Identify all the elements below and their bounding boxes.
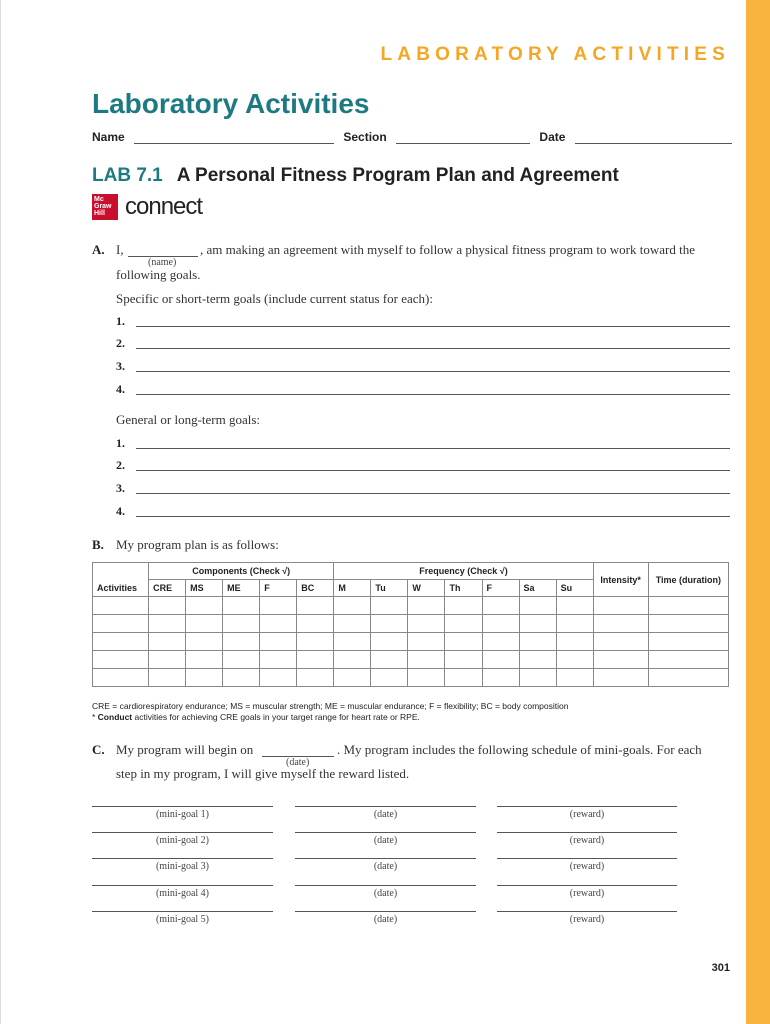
table-cell[interactable] [445, 597, 482, 615]
mini-goal-reward-caption: (reward) [569, 913, 605, 925]
mini-goal-date-line[interactable] [295, 806, 476, 807]
table-cell[interactable] [648, 669, 728, 687]
table-cell[interactable] [556, 597, 593, 615]
table-cell[interactable] [593, 669, 648, 687]
conduct-footnote: * Conduct activities for achieving CRE goals in your target range for heart rate or RPE. [92, 712, 420, 722]
table-cell[interactable] [371, 597, 408, 615]
table-cell[interactable] [593, 615, 648, 633]
mini-goal-line[interactable] [92, 911, 273, 912]
part-a-intro-cont: following goals. [116, 267, 201, 282]
table-cell[interactable] [482, 633, 519, 651]
table-cell[interactable] [186, 633, 223, 651]
date-label: Date [539, 130, 566, 144]
table-cell[interactable] [519, 651, 556, 669]
part-b-intro: My program plan is as follows: [116, 537, 279, 552]
table-cell[interactable] [556, 651, 593, 669]
table-cell[interactable] [334, 615, 371, 633]
table-cell[interactable] [223, 669, 260, 687]
col-tu: Tu [371, 580, 408, 597]
table-cell[interactable] [93, 615, 149, 633]
table-cell[interactable] [519, 597, 556, 615]
table-cell[interactable] [556, 669, 593, 687]
table-cell[interactable] [519, 669, 556, 687]
col-ms: MS [186, 580, 223, 597]
table-cell[interactable] [93, 669, 149, 687]
table-cell[interactable] [371, 615, 408, 633]
table-row [93, 651, 729, 669]
mini-goal-line[interactable] [92, 806, 273, 807]
table-cell[interactable] [482, 651, 519, 669]
mini-goal-reward-line[interactable] [497, 858, 677, 859]
table-cell[interactable] [260, 615, 297, 633]
col-fr: F [482, 580, 519, 597]
table-cell[interactable] [260, 669, 297, 687]
part-a-intro-end: , am making an agreement with myself to follow a physical fitness program to work toward the [200, 242, 695, 257]
abbrev-footnote: CRE = cardiorespiratory endurance; MS = muscular strength; ME = muscular endurance; F = flexibility; BC = body composition [92, 701, 569, 711]
table-cell[interactable] [482, 669, 519, 687]
mini-goal-caption: (mini-goal 3) [155, 861, 210, 873]
table-cell[interactable] [186, 597, 223, 615]
table-cell[interactable] [445, 633, 482, 651]
part-a-letter: A. [92, 242, 105, 257]
col-sa: Sa [519, 580, 556, 597]
lab-title [92, 165, 619, 187]
short-goal-number: 1. [116, 314, 125, 328]
part-c-line2: step in my program, I will give myself the reward listed. [116, 766, 410, 781]
col-su: Su [556, 580, 593, 597]
table-row [93, 669, 729, 687]
col-bc: BC [297, 580, 334, 597]
name-section-date-line [92, 130, 732, 144]
table-cell[interactable] [260, 651, 297, 669]
short-term-goals-label: Specific or short-term goals (include current status for each): [116, 291, 433, 306]
long-term-goals-label: General or long-term goals: [116, 412, 261, 427]
table-cell[interactable] [223, 651, 260, 669]
long-goal-number: 2. [116, 458, 125, 472]
section-field[interactable] [396, 131, 530, 144]
table-cell[interactable] [593, 651, 648, 669]
table-cell[interactable] [93, 597, 149, 615]
short-goal-3-line[interactable] [136, 371, 730, 372]
table-row [93, 633, 729, 651]
table-cell[interactable] [223, 615, 260, 633]
mini-goal-date-line[interactable] [295, 911, 476, 912]
table-corner [93, 563, 149, 580]
table-cell[interactable] [648, 597, 728, 615]
page-number: 301 [711, 962, 730, 974]
mini-goal-caption: (mini-goal 1) [155, 809, 210, 820]
part-c-line1-start: My program will begin on [116, 742, 254, 757]
mini-goal-date-caption: (date) [373, 913, 398, 925]
date-field[interactable] [575, 131, 732, 144]
mcgraw-hill-logo: Mc Graw Hill [92, 194, 118, 220]
short-goal-2-line[interactable] [136, 348, 730, 349]
table-cell[interactable] [260, 633, 297, 651]
table-cell[interactable] [519, 633, 556, 651]
part-c-line1-end: . My program includes the following schedule of mini-goals. For each [337, 742, 702, 757]
mini-goal-reward-line[interactable] [497, 885, 677, 886]
col-w: W [408, 580, 445, 597]
table-cell[interactable] [482, 615, 519, 633]
long-goal-3-line[interactable] [136, 493, 730, 494]
activities-header: Activities [93, 580, 149, 597]
time-header: Time (duration) [648, 563, 728, 597]
table-cell[interactable] [371, 669, 408, 687]
short-goal-number: 2. [116, 336, 125, 350]
table-cell[interactable] [260, 597, 297, 615]
mini-goal-date-line[interactable] [295, 885, 476, 886]
mini-goal-date-caption: (date) [373, 887, 398, 899]
mini-goal-date-line[interactable] [295, 832, 476, 833]
long-goal-number: 3. [116, 481, 125, 495]
long-goal-4-line[interactable] [136, 516, 730, 517]
table-cell[interactable] [334, 633, 371, 651]
table-cell[interactable] [334, 597, 371, 615]
section-label: Section [343, 130, 387, 144]
short-goal-4-line[interactable] [136, 394, 730, 395]
mini-goal-caption: (mini-goal 5) [155, 913, 210, 925]
short-goal-number: 4. [116, 382, 125, 396]
part-a-intro-start: I, [116, 242, 124, 257]
table-cell[interactable] [408, 615, 445, 633]
long-goal-1-line[interactable] [136, 448, 730, 449]
name-caption: (name) [148, 257, 177, 268]
page-edge [0, 0, 1, 1024]
table-cell[interactable] [445, 651, 482, 669]
short-goal-number: 3. [116, 359, 125, 373]
mini-goal-reward-line[interactable] [497, 806, 677, 807]
intensity-header: Intensity* [593, 563, 648, 597]
table-cell[interactable] [371, 651, 408, 669]
table-cell[interactable] [223, 597, 260, 615]
table-cell[interactable] [648, 633, 728, 651]
long-goal-2-line[interactable] [136, 470, 730, 471]
table-cell[interactable] [223, 633, 260, 651]
table-cell[interactable] [371, 633, 408, 651]
table-cell[interactable] [408, 597, 445, 615]
table-cell[interactable] [556, 633, 593, 651]
table-cell[interactable] [149, 669, 186, 687]
table-cell[interactable] [297, 633, 334, 651]
table-cell[interactable] [297, 615, 334, 633]
table-cell[interactable] [297, 669, 334, 687]
table-cell[interactable] [482, 597, 519, 615]
table-cell[interactable] [149, 597, 186, 615]
table-cell[interactable] [186, 651, 223, 669]
col-th: Th [445, 580, 482, 597]
mini-goal-reward-caption: (reward) [569, 887, 605, 899]
mini-goal-caption: (mini-goal 4) [155, 887, 210, 899]
col-m: M [334, 580, 371, 597]
table-cell[interactable] [445, 615, 482, 633]
table-cell[interactable] [445, 669, 482, 687]
table-cell[interactable] [149, 633, 186, 651]
col-me: ME [223, 580, 260, 597]
mini-goal-date-line[interactable] [295, 858, 476, 859]
table-cell[interactable] [93, 651, 149, 669]
program-plan-table [92, 562, 729, 687]
section-kicker: LABORATORY ACTIVITIES [380, 44, 730, 65]
mini-goal-reward-caption: (reward) [569, 809, 605, 820]
table-cell[interactable] [556, 615, 593, 633]
mini-goal-line[interactable] [92, 832, 273, 833]
table-cell[interactable] [297, 597, 334, 615]
table-cell[interactable] [519, 615, 556, 633]
connect-logo: connect [125, 193, 203, 220]
page-title: Laboratory Activities [92, 88, 370, 119]
lab-number: LAB 7.1 [92, 165, 163, 186]
part-b-letter: B. [92, 537, 104, 552]
table-cell[interactable] [149, 615, 186, 633]
table-row [93, 597, 729, 615]
mini-goal-date-caption: (date) [373, 861, 398, 873]
short-goal-1-line[interactable] [136, 326, 730, 327]
mini-goal-reward-caption: (reward) [569, 861, 605, 873]
orange-sidebar [746, 0, 770, 1024]
table-cell[interactable] [297, 651, 334, 669]
table-cell[interactable] [593, 633, 648, 651]
part-c-letter: C. [92, 742, 105, 757]
name-field[interactable] [134, 131, 334, 144]
table-cell[interactable] [408, 669, 445, 687]
frequency-header: Frequency (Check √) [334, 563, 593, 580]
table-cell[interactable] [334, 669, 371, 687]
mini-goal-reward-line[interactable] [497, 911, 677, 912]
col-f: F [260, 580, 297, 597]
table-cell[interactable] [186, 669, 223, 687]
name-label: Name [92, 130, 125, 144]
col-cre: CRE [149, 580, 186, 597]
table-cell[interactable] [648, 615, 728, 633]
table-cell[interactable] [593, 597, 648, 615]
mini-goal-line[interactable] [92, 885, 273, 886]
table-cell[interactable] [93, 633, 149, 651]
mini-goal-reward-line[interactable] [497, 832, 677, 833]
mini-goal-caption: (mini-goal 2) [155, 835, 210, 847]
mini-goal-date-caption: (date) [373, 809, 398, 820]
lab-name: A Personal Fitness Program Plan and Agreement [176, 165, 619, 186]
mini-goal-reward-caption: (reward) [569, 835, 605, 847]
table-cell[interactable] [334, 651, 371, 669]
components-header: Components (Check √) [149, 563, 334, 580]
mini-goal-date-caption: (date) [373, 835, 398, 847]
table-cell[interactable] [186, 615, 223, 633]
table-row [93, 615, 729, 633]
table-cell[interactable] [149, 651, 186, 669]
mini-goal-line[interactable] [92, 858, 273, 859]
long-goal-number: 1. [116, 436, 125, 450]
long-goal-number: 4. [116, 504, 125, 518]
start-date-caption: (date) [286, 757, 310, 768]
table-cell[interactable] [408, 651, 445, 669]
table-cell[interactable] [648, 651, 728, 669]
table-cell[interactable] [408, 633, 445, 651]
